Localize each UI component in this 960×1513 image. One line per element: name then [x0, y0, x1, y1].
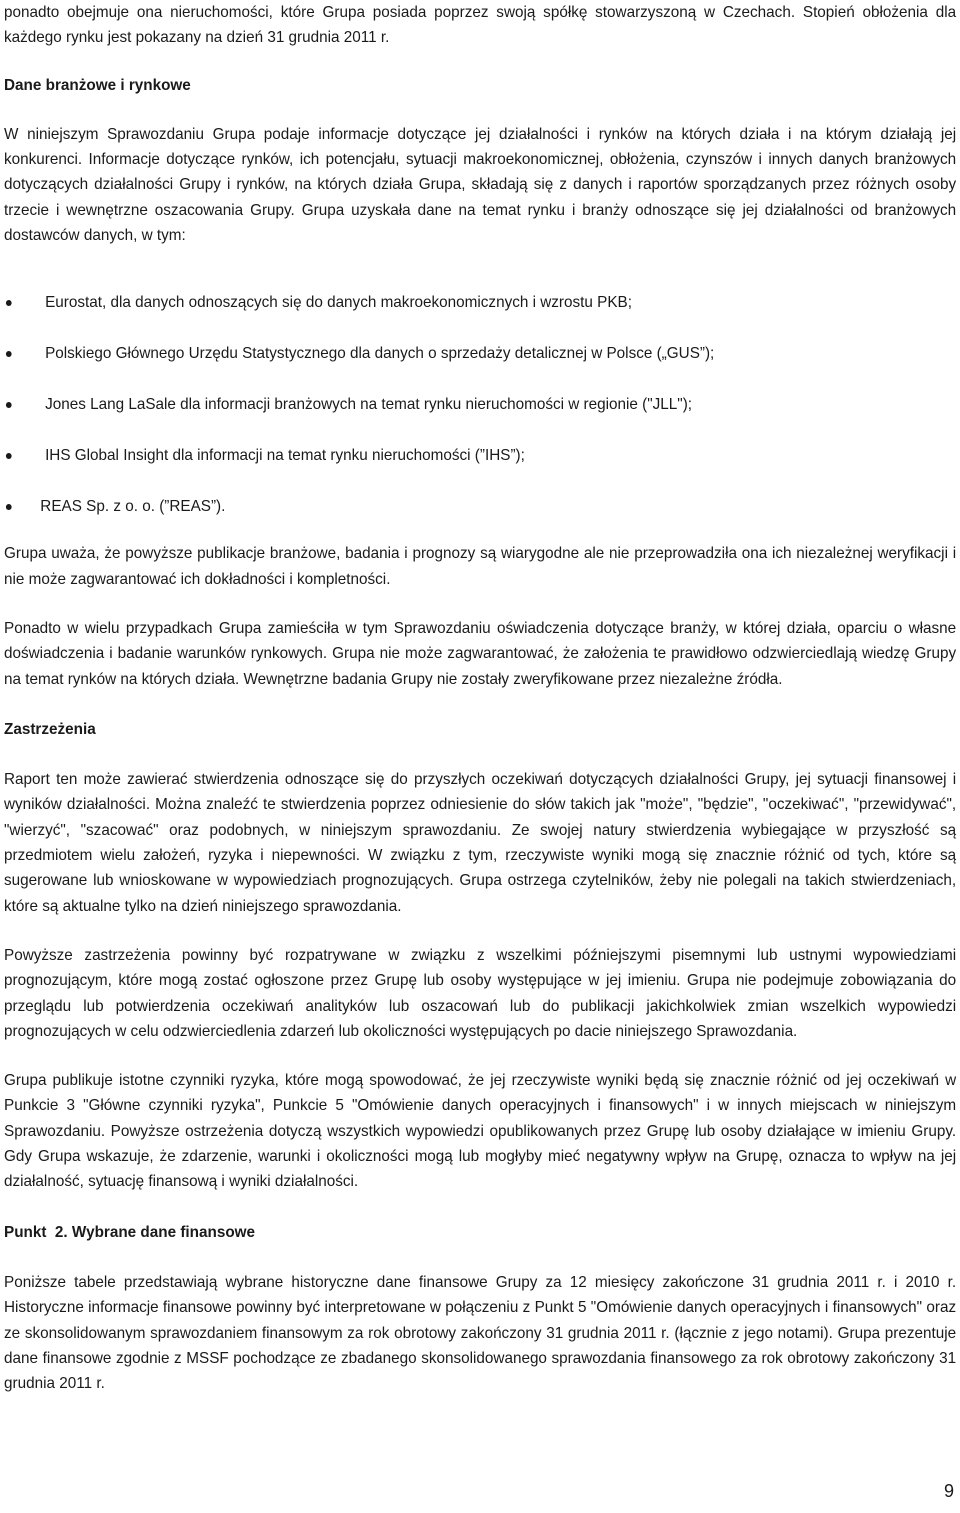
source-gus: Polskiego Głównego Urzędu Statystycznego dla danych o sprzedaży detalicznej w Polsce („GUS”); — [45, 345, 715, 363]
disclaimer-heading: Zastrzeżenia — [4, 720, 96, 738]
bullet-icon — [6, 453, 12, 459]
financial-data-paragraph: Poniższe tabele przedstawiają wybrane historyczne dane finansowe Grupy za 12 miesięcy zakończone 31 grudnia 2011 r. i 2010 r. Historyczne informacje finansowe powinny być interpretowane w połączeniu z Punkt 5 "Omówienie danych operacyjnych i finansowych" oraz ze skonsolidowanym sprawozdaniem finansowym za rok obrotowy zakończony 31 grudnia 2011 r. (łącznie z jego notami). Grupa prezentuje dane finansowe zgodnie z MSSF pochodzące ze zbadanego skonsolidowanego sprawozdania finansowego za rok obrotowy zakończony 31 grudnia 2011 r. — [4, 1273, 957, 1393]
market-data-paragraph: W niniejszym Sprawozdaniu Grupa podaje informacje dotyczące jej działalności i rynków na których działa i na którym działają jej konkurenci. Informacje dotyczące rynków, ich potencjału, sytuacji makroekonomicznej, obłożenia, czynszów i innych danych branżowych dotyczących działalności Grupy i rynków, na których działa Grupa, składają się z danych i raportów sporządzanych przez różnych osoby trzecie i wewnętrzne oszacowania Grupy. Grupa uzyskała dane na temat rynku i branży odnoszące się jej działalności od branżowych dostawców danych, w tym: — [4, 125, 957, 245]
data-sources-list — [4, 290, 956, 520]
disclaimer-paragraph-1: Raport ten może zawierać stwierdzenia odnoszące się do przyszłych oczekiwań dotyczących działalności Grupy, jej sytuacji finansowej i wyników działalności. Można znaleźć te stwierdzenia poprzez odniesienie do słów takich jak "może", "będzie", "oczekiwać", "przewidywać", "wierzyć", "szacować" oraz podobnych, w niniejszym sprawozdaniu. Ze swojej natury stwierdzenia wybiegające w przyszłość są przedmiotem wielu założeń, ryzyka i niepewności. W związku z tym, rzeczywiste wyniki mogą się znacznie różnić od tych, które są sugerowane lub wnioskowane w wypowiedziach prognozujących. Grupa ostrzega czytelników, żeby nie polegali na takich stwierdzeniach, które są aktualne tylko na dzień niniejszego sprawozdania. — [4, 771, 957, 915]
disclaimer-paragraph-3: Grupa publikuje istotne czynniki ryzyka, które mogą spowodować, że jej rzeczywiste wyniki będą się znacznie różnić od jej oczekiwań w Punkcie 3 "Główne czynniki ryzyka", Punkcie 5 "Omówienie danych operacyjnych i finansowych" i w innych miejscach w niniejszym Sprawozdaniu. Powyższe ostrzeżenia dotyczą wszystkich wypowiedzi opublikowanych przez Grupę lub osoby działające w imieniu Grupy. Gdy Grupa wskazuje, że zdarzenie, warunki i okoliczności mogą lub mogłyby mieć negatywny wpływ na Grupę, oznacza to wpływ na jej działalność, sytuację finansową i wyniki działalności. — [4, 1072, 957, 1191]
source-jll: Jones Lang LaSale dla informacji branżowych na temat rynku nieruchomości w regionie ("JLL"); — [45, 396, 693, 414]
bullet-icon — [6, 504, 12, 510]
list-item — [4, 443, 956, 494]
list-item — [4, 341, 956, 392]
source-ihs: IHS Global Insight dla informacji na temat rynku nieruchomości (”IHS”); — [45, 447, 525, 465]
list-item — [4, 290, 956, 341]
bullet-icon — [6, 351, 12, 357]
list-item — [4, 494, 956, 520]
source-eurostat: Eurostat, dla danych odnoszących się do danych makroekonomicznych i wzrostu PKB; — [45, 294, 632, 312]
own-research-paragraph: Ponadto w wielu przypadkach Grupa zamieściła w tym Sprawozdaniu oświadczenia dotyczące branży, w której działa, oparciu o własne doświadczenia i badanie warunków rynkowych. Grupa nie może zagwarantować, że założenia te prawidłowo odzwierciedlają wiedzę Grupy na temat rynków na których działa. Wewnętrzne badania Grupy nie zostały zweryfikowane przez niezależne źródła. — [4, 619, 957, 688]
financial-data-heading: Punkt 2. Wybrane dane finansowe — [4, 1223, 256, 1241]
market-data-heading: Dane branżowe i rynkowe — [4, 76, 191, 94]
intro-paragraph: ponadto obejmuje ona nieruchomości, które Grupa posiada poprzez swoją spółkę stowarzyszoną w Czechach. Stopień obłożenia dla każdego rynku jest pokazany na dzień 31 grudnia 2011 r. — [4, 4, 957, 47]
list-item — [4, 392, 956, 443]
bullet-icon — [6, 300, 12, 306]
page-number: 9 — [943, 1481, 954, 1501]
document-page — [4, 0, 956, 1396]
bullet-icon — [6, 402, 12, 408]
reliability-paragraph: Grupa uważa, że powyższe publikacje branżowe, badania i prognozy są wiarygodne ale nie przeprowadziła ona ich niezależnej weryfikacji i nie może zagwarantować ich dokładności i kompletności. — [4, 545, 957, 588]
disclaimer-paragraph-2: Powyższe zastrzeżenia powinny być rozpatrywane w związku z wszelkimi późniejszymi pisemnymi lub ustnymi wypowiedziami prognozującym, które mogą zostać ogłoszone przez Grupę lub osoby występujące w jej imieniu. Grupa nie podejmuje zobowiązania do przeglądu lub potwierdzenia oczekiwań analityków lub oszacowań lub do publikacji jakichkolwiek zmian wszelkich wypowiedzi prognozujących w celu odzwierciedlenia zdarzeń lub okoliczności występujących po dacie niniejszego Sprawozdania. — [4, 946, 957, 1040]
source-reas: REAS Sp. z o. o. (”REAS”). — [40, 498, 226, 516]
